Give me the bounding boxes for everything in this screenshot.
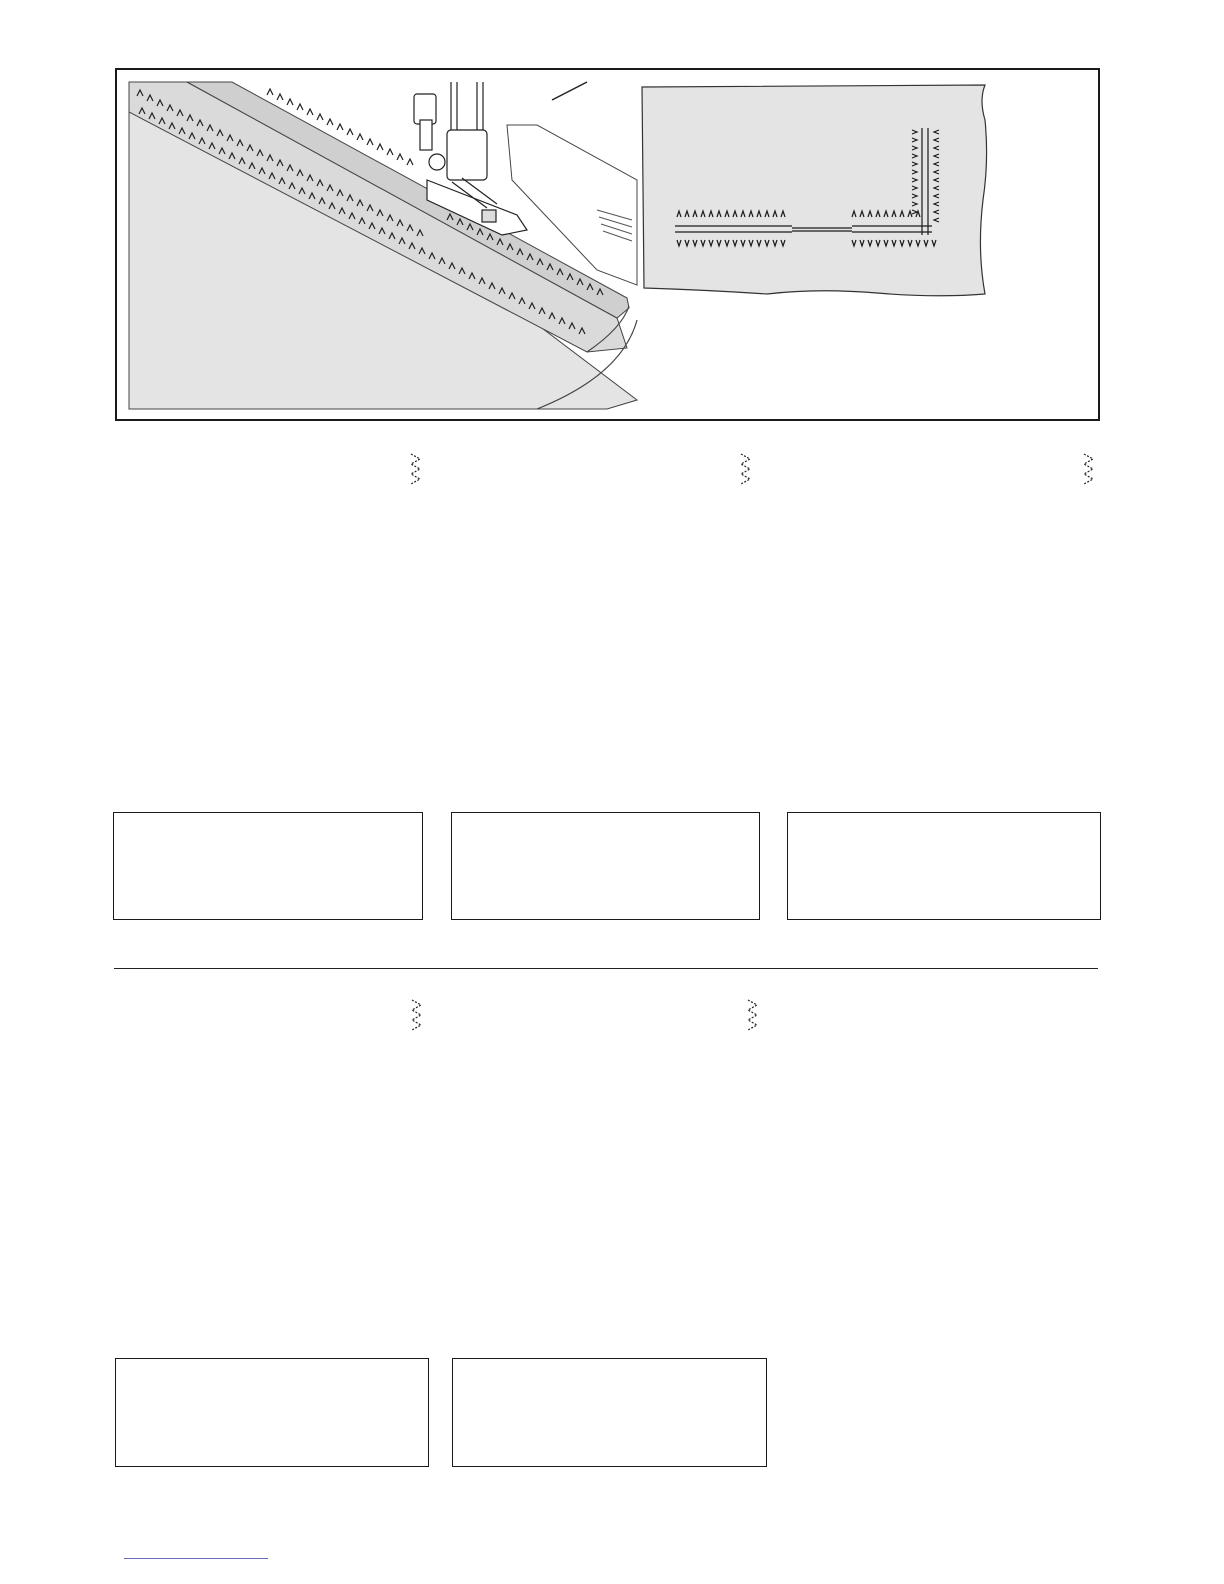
settings-box-1 (113, 812, 423, 920)
stretch-stitch-icon (410, 998, 424, 1032)
stretch-stitch-icon (409, 452, 423, 486)
section-divider (114, 968, 1098, 969)
settings-box-3 (787, 812, 1101, 920)
settings-box-2 (451, 812, 760, 920)
settings-box-4 (115, 1358, 429, 1467)
inset-fabric (642, 85, 987, 296)
settings-box-5 (452, 1358, 767, 1467)
stretch-stitch-icon (739, 452, 753, 486)
illustration-frame (115, 68, 1100, 421)
illustration-svg (117, 70, 1098, 419)
footer-rule (124, 1558, 268, 1559)
stretch-stitch-icon (1082, 452, 1096, 486)
bed-corner-line (552, 82, 587, 100)
inset-scene (642, 85, 987, 296)
stretch-stitch-icon (746, 998, 760, 1032)
main-scene (129, 82, 637, 409)
